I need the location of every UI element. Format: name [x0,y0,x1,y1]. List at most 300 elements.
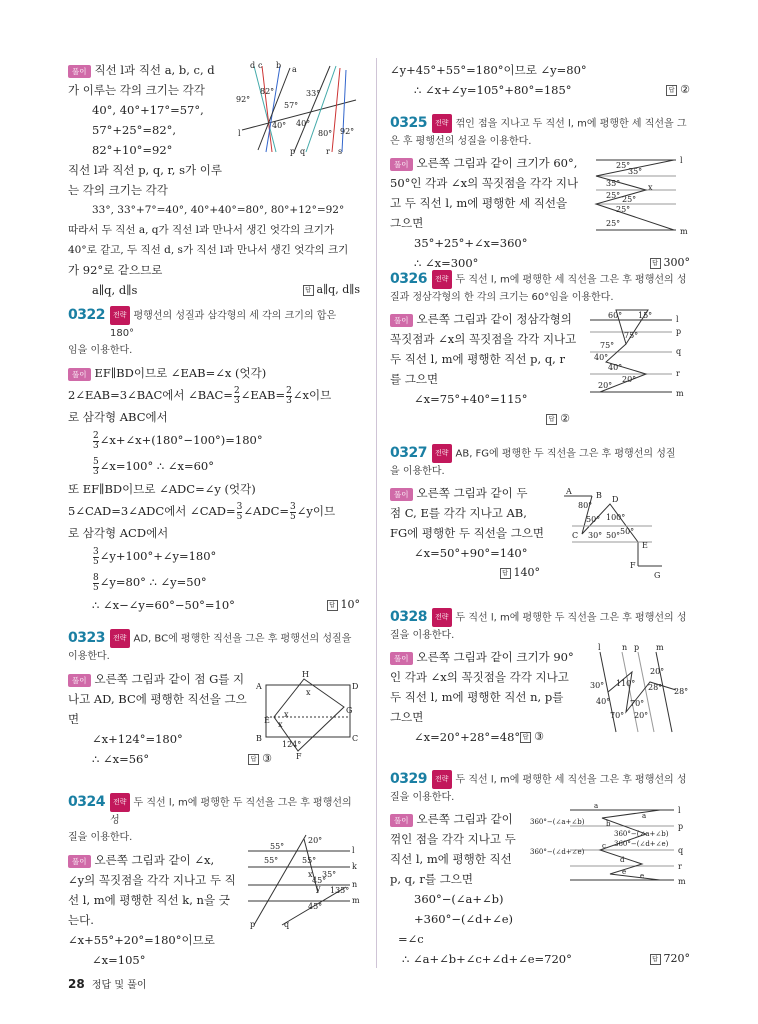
answer-value: 720° [663,952,690,965]
text-line [68,543,360,569]
strategy-text [432,270,687,289]
strategy-line: AB, FG에 평행한 두 직선을 그은 후 평행선의 성질 [455,448,676,460]
fig-label: a [594,804,599,810]
numerator: 8 [93,572,99,583]
fig-label: l [238,129,241,138]
fig-label: 360°−(∠a+∠b) [530,818,585,826]
fig-label: b [606,820,611,828]
text-line: 82°+10°=92° [92,143,173,157]
denominator: 5 [236,511,243,522]
solution-tag: 풀이 [390,814,413,827]
text-line: 나고 AD, BC에 평행한 직선을 그으 [68,692,247,706]
fig-label: 55° [264,856,279,865]
fig-label: l [676,315,679,324]
fig-label: 25° [606,219,621,228]
solution-tag: 풀이 [390,314,413,327]
strategy-tag: 전략 [432,114,452,133]
fig-label: p [250,920,256,929]
answer-value: ② [560,412,570,425]
answer-icon: 답 [500,568,511,579]
fig-label: 45° [308,902,323,911]
fig-label: 55° [302,856,317,865]
right-column [390,60,690,969]
answer [666,80,690,100]
strategy-line: 질과 정삼각형의 한 각의 크기는 60°임을 이용한다. [390,292,614,303]
conclusion-line [390,409,570,429]
fig-label: 360°−(∠a+∠b) [614,830,669,838]
numerator: 2 [233,385,240,396]
fig-label: l [352,846,355,855]
problem-header [68,629,360,648]
problem-number: 0323 [68,630,105,646]
problem-header [390,114,690,133]
fig-label: r [678,862,682,871]
figure-0323 [254,667,360,759]
strategy-line: 을 이용한다. [390,466,445,477]
text-line: 꺾인 점을 각각 지나고 두 [390,832,516,846]
fig-label: B [256,734,262,743]
problem-number: 0324 [68,794,105,810]
figure-0325 [586,154,690,236]
fig-label: e [622,868,627,876]
strategy-line: 꺾인 점을 지나고 두 직선 l, m에 평행한 세 직선을 그 [455,118,687,130]
fig-label: x [284,710,289,719]
text-line: 로 삼각형 ABC에서 [68,410,168,424]
fig-label: F [296,752,302,759]
fig-label: 80° [318,129,333,138]
denominator: 5 [93,582,99,593]
text-part: 5∠CAD=3∠ADC에서 ∠CAD= [68,504,236,518]
text-line: ∠x=105° [92,953,146,967]
strategy-text [432,608,687,627]
answer-value: ② [680,83,690,96]
text-part: ∠y이므 [296,504,336,518]
fig-label: 35° [606,179,621,188]
strategy-line: 두 직선 l, m에 평행한 세 직선을 그은 후 평행선의 성 [455,274,687,286]
fig-label: m [656,643,664,652]
fig-label: b [276,61,282,70]
fig-label: q [300,147,306,156]
text-line: 50°인 각과 ∠x의 꼭짓점을 각각 지나 [390,176,579,190]
text-line: 40°로 같고, 두 직선 d, s가 직선 l과 만나서 생긴 엇각의 크기 [68,244,349,256]
fraction [286,387,292,406]
fig-label: 25° [616,161,631,170]
problem-0324 [68,793,360,967]
conclusion-line [390,80,690,100]
text-line: 오른쪽 그림과 같이 크기가 90° [416,650,574,664]
text-line: 그으면 [390,216,424,230]
fig-label: c [602,842,606,850]
fig-label: 35° [322,870,337,879]
conclusion-line [68,749,272,769]
fig-label: q [284,920,290,929]
fig-label: 15° [638,311,653,320]
fig-label: E [642,541,648,550]
strategy-tag: 전략 [432,608,452,627]
strategy-line: AD, BC에 평행한 직선을 그은 후 평행선의 성질을 [133,633,352,645]
answer-value: ③ [262,752,272,765]
denominator: 5 [93,556,99,567]
solution-tag: 풀이 [390,158,413,171]
strategy-tag: 전략 [110,306,130,325]
solution-tag: 풀이 [390,488,413,501]
text-line: 선 l, m에 평행한 직선 k, n을 긋 [68,893,230,907]
text-part: ∠y+100°+∠y=180° [99,549,217,563]
fig-label: C [352,734,359,743]
text-line: 따라서 두 직선 a, q가 직선 l과 만나서 생긴 엇각의 크기가 [68,224,335,236]
text-part: 2∠EAB=3∠BAC에서 ∠BAC= [68,388,233,402]
text-line: 는다. [68,913,94,927]
fig-label: 20° [622,375,637,384]
text-line: 360°−(∠a+∠b) [414,892,504,906]
text-line [68,453,360,479]
strategy-line: 은 후 평행선의 성질을 이용한다. [390,136,532,147]
strategy-tag: 전략 [110,629,130,648]
text-line: 가 이루는 각의 크기는 각각 [68,83,205,97]
text-line: 오른쪽 그림과 같이 점 G를 지 [94,672,245,686]
fig-label: 25° [616,205,631,214]
footer-label: 정답 및 풀이 [91,980,147,991]
fig-label: m [352,896,360,905]
strategy-tag: 전략 [432,770,452,789]
fig-label: p [290,147,296,156]
figure-0324 [246,833,360,929]
text-line: ∠x=20°+28°=48° [414,730,521,744]
strategy-text [432,444,676,463]
fig-label: q [678,846,684,855]
answer-icon: 답 [327,600,338,611]
text-line: 오른쪽 그림과 같이 두 [416,486,528,500]
fig-label: 40° [296,119,311,128]
strategy-line: 질을 이용한다. [390,792,455,803]
answer-value: 140° [513,566,540,579]
text-line: ∠y+45°+55°=180°이므로 ∠y=80° [390,63,587,77]
fig-label: 57° [284,101,299,110]
conclusion-line [390,727,544,747]
text-line: =∠c [398,932,424,946]
fig-label: d [620,856,625,864]
problem-number: 0326 [390,271,427,287]
text-line: ∠x=50°+90°=140° [414,546,528,560]
strategy-text [110,306,360,342]
text-line: ∴ ∠x=56° [92,752,150,766]
fig-label: 25° [622,195,637,204]
text-line: 오른쪽 그림과 같이 크기가 60°, [416,156,578,170]
text-line: 고 두 직선 l, m에 평행한 세 직선을 [390,196,568,210]
fig-label: H [302,670,309,679]
figure-0327 [562,482,678,582]
fig-label: 25° [606,191,621,200]
fig-label: B [596,491,602,500]
text-part: ∠ADC= [243,504,290,518]
solution-tag: 풀이 [68,368,91,381]
text-line: ∠y의 꼭짓점을 각각 지나고 두 직 [68,873,236,887]
strategy-line: 임을 이용한다. [68,345,133,356]
problem-number: 0328 [390,609,427,625]
fig-label: q [676,347,682,356]
answer [650,949,691,969]
fraction [234,387,240,406]
fraction [93,432,99,451]
numerator: 2 [286,385,292,396]
fig-label: 70° [630,699,645,708]
text-line: ∴ ∠x+∠y=105°+80°=185° [414,83,572,97]
conclusion-line [390,563,540,583]
fig-label: 70° [610,711,625,720]
fig-label: r [326,147,330,156]
problem-header [68,793,360,829]
text-line: 또 EF∥BD이므로 ∠ADC=∠y (엇각) [68,482,256,496]
text-line: 57°+25°=82°, [92,123,177,137]
fig-label: 360°−(∠d+∠e) [530,848,585,856]
numerator: 3 [290,501,296,512]
page-number: 28 [68,977,85,991]
text-line: p, q, r를 그으면 [390,872,473,886]
text-line: 두 직선 l, m에 평행한 직선 n, p를 [390,690,564,704]
fig-label: c [258,61,263,70]
conclusion-line [68,280,360,300]
answer [500,563,541,583]
problem-number: 0322 [68,307,105,323]
text-line: 직선 l, m에 평행한 직선 [390,852,512,866]
fig-label: 82° [260,87,275,96]
text-line: 오른쪽 그림과 같이 ∠x, [94,853,215,867]
answer-icon: 답 [666,85,677,96]
problem-number: 0329 [390,771,427,787]
problem-0323 [68,629,360,779]
text-line: 오른쪽 그림과 같이 정삼각형의 [416,312,572,326]
fig-label: 35° [628,167,643,176]
fig-label: D [612,495,619,504]
fig-label: 33° [306,89,321,98]
fig-label: 92° [236,95,251,104]
solution-tag: 풀이 [68,855,91,868]
answer [303,280,360,300]
conclusion-line [390,949,690,969]
answer [520,727,544,747]
text-line: FG에 평행한 두 직선을 그으면 [390,526,544,540]
strategy-line: 질을 이용한다. [68,832,133,843]
fig-label: 80° [578,501,593,510]
denominator: 3 [286,395,292,406]
problem-0329 [390,770,690,969]
answer-icon: 답 [650,954,661,965]
fig-label: p [634,643,640,652]
figure-0329 [530,804,690,896]
fig-label: 100° [606,513,626,522]
fig-label: n [622,643,628,652]
answer-value: 300° [663,256,690,269]
fig-label: 20° [650,667,665,676]
answer-value: ③ [534,730,544,743]
problem-0328 [390,608,690,756]
fig-label: G [346,706,353,715]
strategy-line: 두 직선 l, m에 평행한 두 직선을 그은 후 평행선의 성 [109,797,352,826]
fig-label: p [676,327,682,336]
fig-label: 60° [608,311,623,320]
answer-icon: 답 [520,732,531,743]
answer-icon: 답 [546,414,557,425]
fig-label: e [640,872,645,880]
solution-tag: 풀이 [68,674,91,687]
fig-label: 20° [308,836,323,845]
text-line [68,427,360,453]
text-line: 가 92°로 같으므로 [68,263,163,277]
text-line: ∠x+55°+20°=180°이므로 [68,933,215,947]
text-part: ∠EAB= [240,388,286,402]
problem-0325 [390,114,690,270]
fig-label: A [566,487,572,496]
numerator: 3 [93,546,99,557]
fig-label: l [678,806,681,815]
answer-icon: 답 [650,258,661,269]
denominator: 5 [290,511,296,522]
fig-label: C [572,531,579,540]
fig-label: x [308,870,313,879]
problem-header [390,270,690,289]
text-line: 직선 l과 직선 p, q, r, s가 이루 [68,163,222,177]
problem-header [390,444,690,463]
fig-label: 124° [282,740,302,749]
strategy-tag: 전략 [110,793,130,812]
text-line: a∥q, d∥s [92,283,138,297]
answer [546,409,570,429]
figure-0321 [236,60,360,156]
fig-label: x [648,183,653,192]
text-line: 를 그으면 [390,372,439,386]
fig-label: 110° [616,679,636,688]
fraction [93,574,99,593]
fig-label: F [630,561,636,570]
text-line: 33°, 33°+7°=40°, 40°+40°=80°, 80°+12°=92° [92,204,345,216]
text-line: 오른쪽 그림과 같이 [416,812,513,826]
fig-label: x [278,720,283,729]
text-line: ∠x=75°+40°=115° [414,392,528,406]
conclusion-line [68,595,360,615]
fig-label: m [676,389,684,398]
text-line: 로 삼각형 ACD에서 [68,526,169,540]
fig-label: l [680,156,683,165]
fig-label: 40° [594,353,609,362]
fig-label: 75° [600,341,615,350]
problem-header [390,770,690,789]
strategy-tag: 전략 [432,444,452,463]
fig-label: E [264,716,270,725]
text-line: 꼭짓점과 ∠x의 꼭짓점을 각각 지나고 [390,332,577,346]
problem-0324-continued [390,60,690,100]
fig-label: D [352,682,359,691]
text-part: ∠y=80° ∴ ∠y=50° [99,575,207,589]
strategy-line: 이용한다. [68,651,110,662]
text-line: ∴ ∠a+∠b+∠c+∠d+∠e=720° [402,952,572,966]
fig-label: l [598,643,601,652]
problem-number: 0325 [390,115,427,131]
strategy-text [432,770,687,789]
denominator: 3 [233,395,240,406]
fig-label: A [256,682,262,691]
text-line [68,569,360,595]
text-line: ∴ ∠x=300° [414,256,479,270]
text-line: EF∥BD이므로 ∠EAB=∠x (엇각) [94,366,267,380]
answer [327,595,361,615]
fig-label: 50° [586,515,601,524]
problem-0322 [68,306,360,615]
text-line: 면 [68,712,80,726]
fig-label: s [338,147,343,156]
text-part: ∠x=100° ∴ ∠x=60° [99,459,214,473]
fig-label: r [676,369,680,378]
fig-label: x [306,688,311,697]
strategy-text [110,629,351,648]
fig-label: y [316,884,321,893]
fig-label: 40° [596,697,611,706]
answer-icon: 답 [248,754,259,765]
problem-header [68,306,360,342]
fig-label: p [678,822,684,831]
figure-0326 [586,308,690,404]
fraction [290,503,296,522]
text-line: ∠x+124°=180° [92,732,183,746]
strategy-text [110,793,360,829]
fig-label: n [352,880,358,889]
fig-label: 92° [340,127,355,136]
solution-tag: 풀이 [390,652,413,665]
fraction [237,503,243,522]
fig-label: G [654,571,661,580]
text-line: 35°+25°+∠x=360° [414,236,528,250]
text-line [68,499,360,523]
fig-label: 40° [272,121,287,130]
text-line [68,383,360,407]
strategy-text [432,114,687,133]
fig-label: 75° [624,331,639,340]
fig-label: 30° [590,681,605,690]
fig-label: a [642,812,647,820]
strategy-line: 평행선의 성질과 삼각형의 세 각의 크기의 합은 180° [109,310,337,339]
numerator: 3 [236,501,243,512]
text-line: 두 직선 l, m에 평행한 직선 p, q, r [390,352,565,366]
text-line: 점 C, E를 각각 지나고 AB, [390,506,527,520]
fig-label: 28° [648,683,663,692]
fig-label: 30° [588,531,603,540]
answer-value: a∥q, d∥s [316,283,360,296]
text-line: 는 각의 크기는 각각 [68,183,168,197]
fig-label: d [250,61,256,70]
left-column [68,60,360,967]
fig-label: 50° [606,531,621,540]
problem-0326 [390,270,690,430]
fig-label: 360°−(∠d+∠e) [614,840,669,848]
fig-label: 135° [330,886,350,895]
fig-label: 50° [620,527,635,536]
fig-label: 20° [634,711,649,720]
page-footer [68,976,147,991]
fraction [93,548,99,567]
fraction [93,458,99,477]
problem-0321-solution [68,60,360,297]
strategy-line: 두 직선 l, m에 평행한 두 직선을 그은 후 평행선의 성 [455,612,687,624]
strategy-line: 두 직선 l, m에 평행한 세 직선을 그은 후 평행선의 성 [455,774,687,786]
numerator: 2 [93,430,99,441]
answer-value: 10° [340,598,360,611]
problem-header [390,608,690,627]
fig-label: m [678,877,686,886]
fig-label: m [680,227,688,236]
fig-label: 45° [312,876,327,885]
text-line: +360°−(∠d+∠e) [414,912,514,926]
solution-tag: 풀이 [68,65,91,78]
numerator: 5 [93,456,99,467]
